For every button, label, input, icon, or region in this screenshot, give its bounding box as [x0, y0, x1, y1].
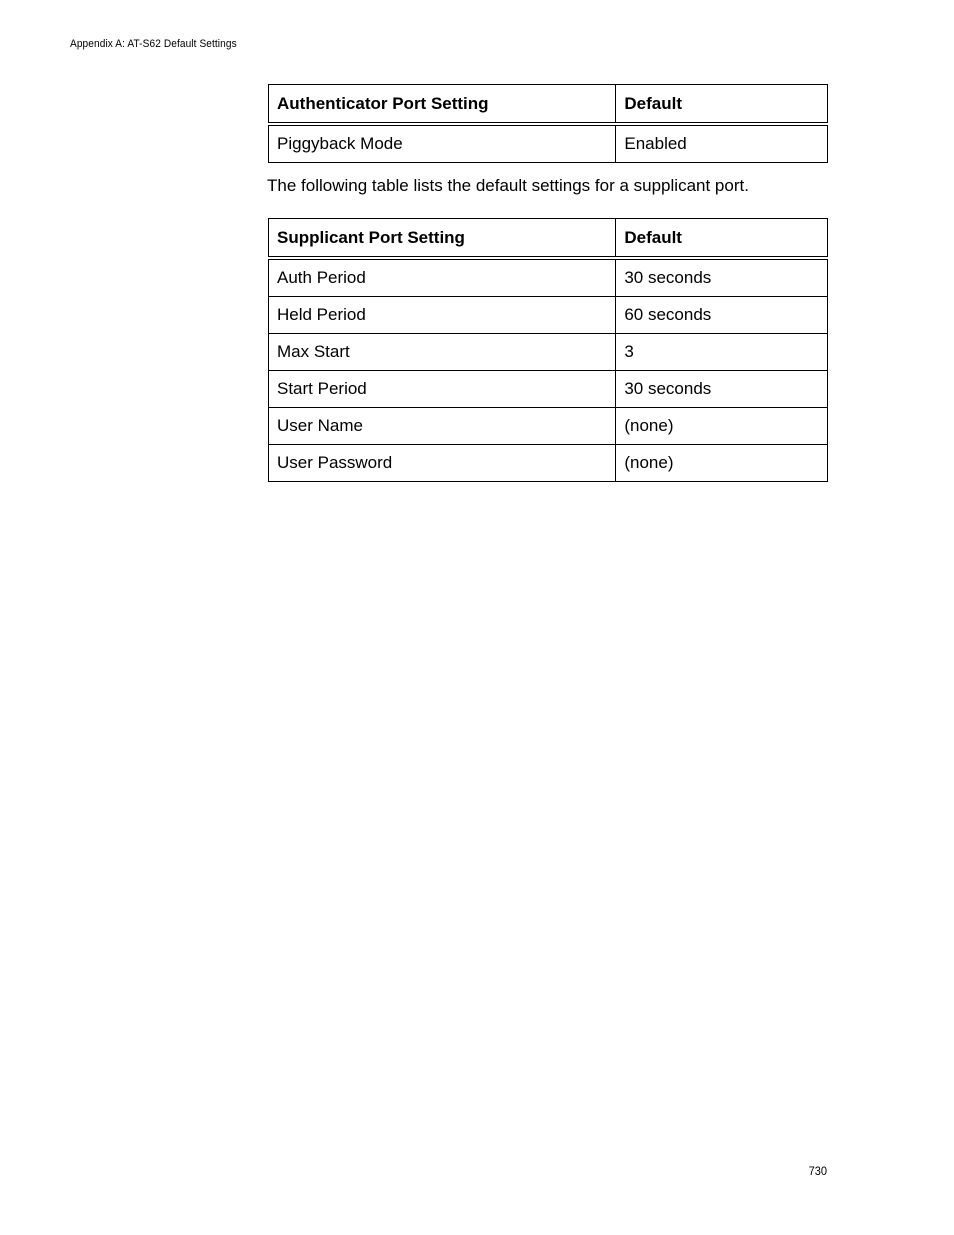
- page-number: 730: [808, 1164, 827, 1178]
- table-header-row: [269, 219, 828, 259]
- table-row: [269, 297, 828, 334]
- default-cell: Enabled: [616, 124, 828, 163]
- default-cell: (none): [616, 445, 828, 482]
- default-cell: 60 seconds: [616, 297, 828, 334]
- setting-cell: User Name: [269, 408, 616, 445]
- authenticator-port-settings-table: [268, 84, 828, 163]
- setting-cell: Held Period: [269, 297, 616, 334]
- column-header-default: Default: [616, 85, 828, 125]
- setting-cell: Auth Period: [269, 258, 616, 297]
- setting-cell: User Password: [269, 445, 616, 482]
- running-header: Appendix A: AT-S62 Default Settings: [70, 38, 237, 50]
- supplicant-port-settings-table: [268, 218, 828, 482]
- table-row: [269, 258, 828, 297]
- setting-cell: Start Period: [269, 371, 616, 408]
- default-cell: 30 seconds: [616, 371, 828, 408]
- table-row: [269, 124, 828, 163]
- default-cell: 3: [616, 334, 828, 371]
- setting-cell: Max Start: [269, 334, 616, 371]
- column-header-setting: Authenticator Port Setting: [269, 85, 616, 125]
- table-header-row: [269, 85, 828, 125]
- column-header-setting: Supplicant Port Setting: [269, 219, 616, 259]
- default-cell: (none): [616, 408, 828, 445]
- setting-cell: Piggyback Mode: [269, 124, 616, 163]
- table-row: [269, 371, 828, 408]
- intro-paragraph: The following table lists the default settings for a supplicant port.: [267, 176, 749, 195]
- table-row: [269, 334, 828, 371]
- column-header-default: Default: [616, 219, 828, 259]
- default-cell: 30 seconds: [616, 258, 828, 297]
- table-row: [269, 445, 828, 482]
- table-row: [269, 408, 828, 445]
